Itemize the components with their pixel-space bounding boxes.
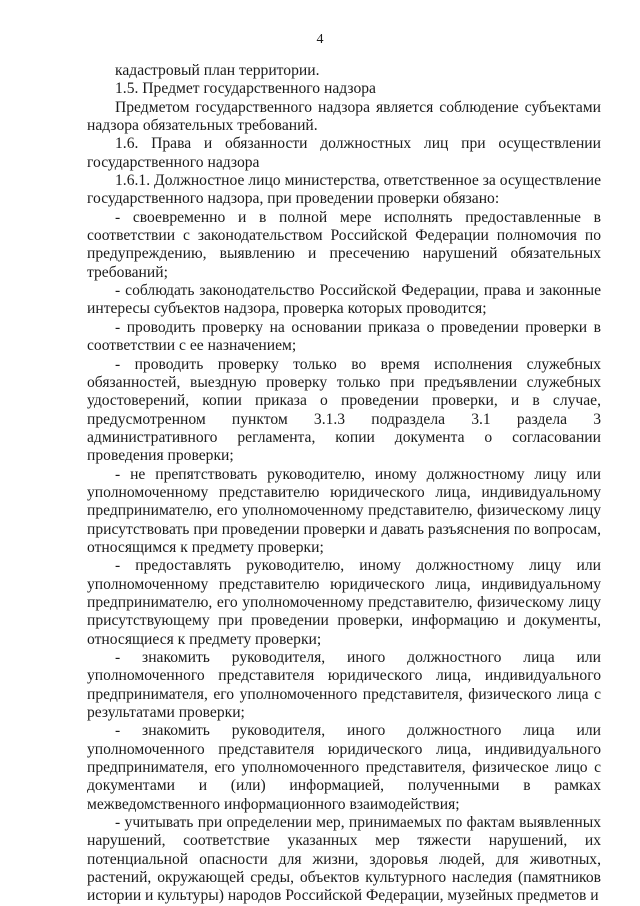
- list-item-duty-7: - знакомить руководителя, иного должностного лица или уполномоченного представителя юридического лица, индивидуального предпринимателя, его уполномоченного представителя, физического лица с результатами проверки;: [87, 649, 601, 722]
- paragraph-subject-of-supervision: Предметом государственного надзора является соблюдение субъектами надзора обязательных требований.: [87, 98, 601, 135]
- paragraph-cadastral-plan: кадастровый план территории.: [115, 62, 320, 79]
- list-item-duty-3: - проводить проверку на основании приказа о проведении проверки в соответствии с ее назначением;: [87, 318, 601, 355]
- list-item-duty-4: - проводить проверку только во время исполнения служебных обязанностей, выездную проверку только при предъявлении служебных удостоверений, копии приказа о проведении проверки, и в случае, предусмотренном пунктом 3.1.3 подраздела 3.1 раздела 3 административного регламента, копии документа о согласовании проведения проверки;: [87, 355, 601, 465]
- list-item-duty-5: - не препятствовать руководителю, иному должностному лицу или уполномоченному представителю юридического лица, индивидуальному предпринимателю, его уполномоченному представителю, физическому лицу присутствовать при проведении проверки и давать разъяснения по вопросам, относящимся к предмету проверки;: [87, 465, 601, 556]
- page-number: 4: [316, 32, 324, 47]
- section-heading-1-6: 1.6. Права и обязанности должностных лиц при осуществлении государственного надзора: [87, 135, 601, 171]
- list-item-duty-8: - знакомить руководителя, иного должностного лица или уполномоченного представителя юридического лица, индивидуального предпринимателя, его уполномоченного представителя, физическое лицо с документами и (или) информацией, полученными в рамках межведомственного информационного взаимодействия;: [87, 722, 601, 813]
- section-heading-1-5: 1.5. Предмет государственного надзора: [115, 80, 376, 98]
- list-item-duty-1: - своевременно и в полной мере исполнять предоставленные в соответствии с законодательством Российской Федерации полномочия по предупреждению, выявлению и пресечению нарушений обязательных требований;: [87, 208, 601, 281]
- list-item-duty-9: - учитывать при определении мер, принимаемых по фактам выявленных нарушений, соответствие указанных мер тяжести нарушений, их потенциальной опасности для жизни, здоровья людей, для животных, растений, окружающей среды, объектов культурного наследия (памятников истории и культуры) народов Российской Федерации, музейных предметов и: [87, 814, 601, 905]
- list-item-duty-6: - предоставлять руководителю, иному должностному лицу или уполномоченному представителю юридического лица, индивидуальному предпринимателю, его уполномоченному представителю, физическому лицу присутствующему при проведении проверки, информацию и документы, относящиеся к предмету проверки;: [87, 557, 601, 648]
- document-body: [87, 62, 601, 906]
- paragraph-1-6-1: 1.6.1. Должностное лицо министерства, ответственное за осуществление государственного надзора, при проведении проверки обязано:: [87, 172, 601, 208]
- list-item-duty-2: - соблюдать законодательство Российской Федерации, права и законные интересы субъектов надзора, проверка которых проводится;: [87, 282, 601, 318]
